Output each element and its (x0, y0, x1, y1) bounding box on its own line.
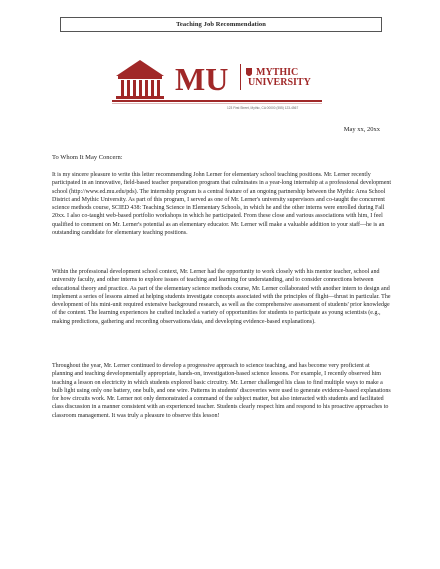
letter-paragraph: It is my sincere pleasure to write this letter recommending John Lerner for elementary school teaching positions. Mr. Lerner recently participated in an innovative, field-based teacher preparation program that culminates in a year-long internship at a professional development school (http://www.ed.mu.edu/pds). The internship program is a central feature of an ongoing partnership between the Mythic Area School District and Mythic University. As part of this program, I served as one of Mr. Lerner's university supervisors and co-taught the concurrent science methods course, SCIED 438: Teaching Science in Elementary Schools, in which he and the other interns were enrolled during Fall 20xx. I also co-taught web-based portfolio workshops in which he participated. From these close and various associations with him, I feel qualified to comment on Mr. Lerner's potential as an elementary educator. Mr. Lerner will make a valuable addition to your staff—he is an outstanding candidate for elementary teaching positions. (52, 172, 392, 237)
document-title: Teaching Job Recommendation (60, 17, 382, 32)
university-name-line2: UNIVERSITY (248, 77, 311, 88)
university-letterhead (110, 40, 325, 115)
letter-salutation: To Whom It May Concern: (52, 154, 123, 161)
university-address: 123 First Street, Mythic, CA 00000 (555) 123-4567 (227, 106, 299, 110)
letter-paragraph: Within the professional development school context, Mr. Lerner had the opportunity to work closely with his mentor teacher, school and university faculty, and other interns to explore issues of teaching and learning for understanding, and to consider connections between educational theory and practice. As part of the elementary science methods course, Mr. Lerner collaborated with another intern to design and implement a series of lessons aimed at helping students investigate concepts associated with the principles of flight—thrust in particular. The development of his mini-unit required extensive background research, as well as the comprehensive assessment of students' prior knowledge of the content. The learning experiences he crafted included a variety of opportunities for students to participate as young scientists (e.g., making predictions, gathering and recording observations/data, and developing evidence-based explanations). (52, 269, 391, 325)
university-name-line1: MYTHIC (256, 67, 299, 78)
logo-mark-text: MU (175, 61, 229, 97)
letter-date: May xx, 20xx (343, 126, 380, 133)
letter-paragraph: Throughout the year, Mr. Lerner continued to develop a progressive approach to science teaching, and has become very proficient at planning and teaching developmentally appropriate, hands-on, investigation-based science lessons. For example, I recently observed him teaching a lesson on electricity in which students explored basic circuitry. Mr. Lerner challenged his class to find multiple ways to make a bulb light using only one battery, one bulb, and one wire. Patterns in students' discoveries were used to generate evidence-based explanations for how circuits work. Mr. Lerner not only demonstrated a command of the subject matter, but also interacted with students and facilitated class discussion in a manner consistent with an experienced teacher. Students clearly respect him and respond to his proactive approaches to classroom management. It was truly a pleasure to observe this lesson! (52, 363, 391, 419)
